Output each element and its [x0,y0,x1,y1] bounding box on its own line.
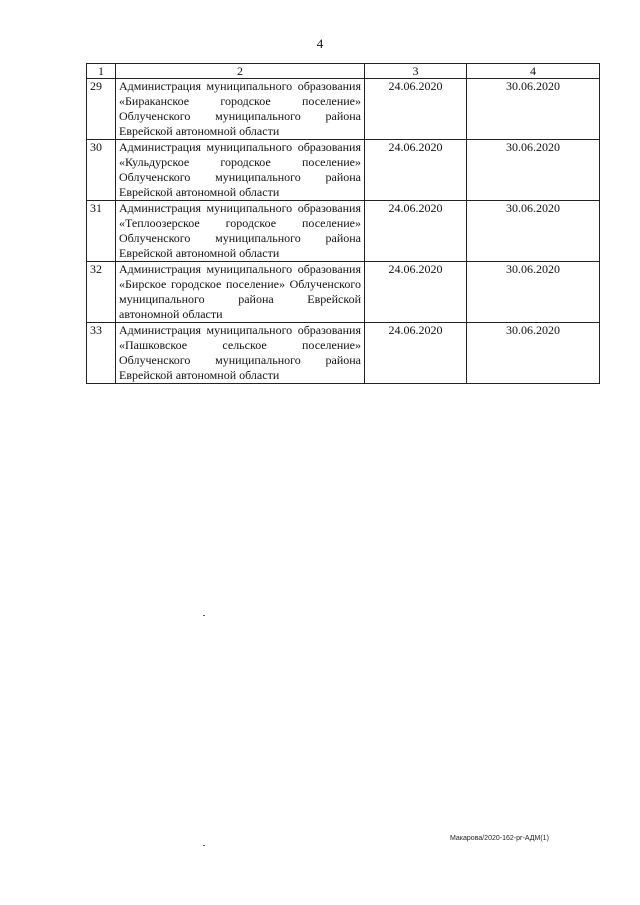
column-header-start-date: 3 [365,64,467,79]
start-date: 24.06.2020 [365,79,467,140]
row-number: 33 [87,323,116,384]
table-row [87,140,600,201]
start-date: 24.06.2020 [365,323,467,384]
table-header-row [87,64,600,79]
end-date: 30.06.2020 [467,262,600,323]
organization-name: Администрация муниципального образования «Теплоозерское городское поселение» Облученского муниципального района Еврейской автономной области [116,201,365,262]
page-number: 4 [316,36,324,51]
organization-name: Администрация муниципального образования «Кульдурское городское поселение» Облученского муниципального района Еврейской автономной области [116,140,365,201]
footer-document-code: Макарова/2020-162-рг-АДМ(1) [450,835,549,842]
end-date: 30.06.2020 [467,201,600,262]
table-row [87,201,600,262]
end-date: 30.06.2020 [467,323,600,384]
column-header-number: 1 [87,64,116,79]
table-row [87,262,600,323]
table-row [87,323,600,384]
end-date: 30.06.2020 [467,140,600,201]
row-number: 32 [87,262,116,323]
column-header-name: 2 [116,64,365,79]
column-header-end-date: 4 [467,64,600,79]
end-date: 30.06.2020 [467,79,600,140]
organization-name: Администрация муниципального образования «Бираканское городское поселение» Облученского муниципального района Еврейской автономной области [116,79,365,140]
row-number: 29 [87,79,116,140]
organization-name: Администрация муниципального образования «Пашковское сельское поселение» Облученского муниципального района Еврейской автономной области [116,323,365,384]
scan-speck [203,615,205,616]
scan-speck [203,845,205,846]
organization-name: Администрация муниципального образования «Бирское городское поселение» Облученского муниципального района Еврейской автономной области [116,262,365,323]
table-row [87,79,600,140]
row-number: 30 [87,140,116,201]
start-date: 24.06.2020 [365,140,467,201]
row-number: 31 [87,201,116,262]
start-date: 24.06.2020 [365,262,467,323]
start-date: 24.06.2020 [365,201,467,262]
document-table [86,63,600,384]
